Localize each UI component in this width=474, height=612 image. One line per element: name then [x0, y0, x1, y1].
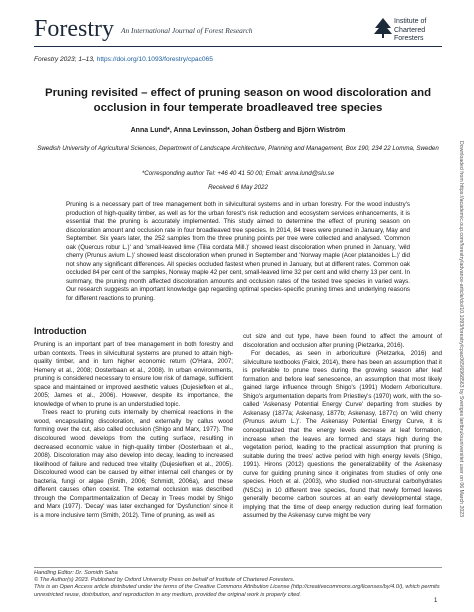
paragraph: Pruning is an important part of tree management in both forestry and urban contexts. Trees in silvicultural systems are pruned to attain high-quality timber, and in turn higher economic return (O'Hara, 2007; Hemery et al., 2008; Oosterbaan et al., 2008). In urban environments, pruning is considered necessary to ensure low risk of damage, sufficient space and maintained or improved aesthetic values (Dujesiefken et al., 2005; James et al., 2006). However, despite its importance, the knowledge of when to prune is an understudied topic. [34, 341, 233, 408]
logo-text: Institute of Chartered Foresters [394, 18, 427, 42]
paragraph: cut size and cut type, have been found to affect the amount of discoloration and occlusion after pruning (Pietzarka, 2016). [243, 333, 442, 349]
body-column-left [34, 341, 233, 520]
citation-prefix: Forestry 2023; 1–13, [34, 56, 97, 63]
author-list: Anna Lund*, Anna Levinsson, Johan Östberg and Björn Wiström [130, 127, 346, 134]
journal-header [34, 14, 442, 44]
journal-subtitle: An International Journal of Forest Research [121, 26, 253, 35]
ichartered-foresters-logo [374, 16, 444, 42]
download-note: Downloaded from https://academic.oup.com/forestry/advance-article/doi/10.1093/forestry/cpac065/6968563 by Sveriges lantbruksuniversitet user on 06 March 2023 [458, 140, 464, 517]
journal-name: Forestry [34, 16, 114, 42]
citation-line [34, 56, 213, 63]
corresponding-author: *Corresponding author Tel: +46 40 41 50 00; Email: anna.lund@slu.se [141, 170, 335, 177]
affiliation: Swedish University of Agricultural Sciences, Department of Landscape Architecture, Planning and Management, Box 190, 234 22 Lomma, Sweden [37, 145, 439, 152]
handling-editor: Handling Editor: Dr. Somidh Saha [34, 570, 118, 576]
header-rule [34, 46, 442, 47]
download-sidebar [457, 80, 465, 580]
article-title: Pruning revisited – effect of pruning season on wood discoloration and occlusion in four temperate broadleaved tree species [44, 87, 432, 114]
page-number: 1 [434, 598, 438, 604]
received-date: Received 6 May 2022 [208, 184, 268, 191]
license-notice: This is an Open Access article distributed under the terms of the Creative Commons Attribution License (http://creativecommons.org/licenses/by/4.0/), which permits unrestricted reuse, distribution, and reproduction in any medium, provided the original work is properly cited. [34, 584, 440, 598]
paragraph: For decades, as seen in arboriculture (Pietzarka, 2016) and silviculture textbooks (Falck, 2014), there has been an assumption that it is preferable to prune trees during the growing season after leaf formation and before leaf senescence, an assumption that most likely gained large influence through Shigo's (1991) Modern Arboriculture. Shigo's argumentation departs from Priestley's (1970) work, with the so-called 'Askenasy Potential Energy Curve' departing from studies by Askenasy (1877a; Askenasy, 1877b; Askenasy, 1877c) on 'wild cherry (Prunus avium L.)'. The Askenasy Potential Energy Curve, it is conceptualized that the energy levels decrease at leaf formation, increase when the leaves are formed and stays high during the vegetation period, leading to the practical assumption that pruning is suitable during the trees' active period with high energy levels (Shigo, 1991). Hirons (2012) questions the generalizability of the Askenasy curve for guiding pruning since it originates from studies of only one species. Hoch et al. (2003), who studied non-structural carbohydrates (NSCs) in 10 different tree species, found that newly formed leaves generally become carbon sources at an early developmental stage, implying that the time of deep energy reduction during leaf formation assumed by the Askenasy curve might be very [243, 350, 442, 520]
body-column-right [243, 333, 442, 521]
paragraph: Trees react to pruning cuts internally by chemical reactions in the wood, encapsulating discoloration, and externally by callus wood forming over the cut, also called occlusion (Shigo and Marx, 1977). The discoloured wood develops from the cutting surface, resulting in decreased economic value in high-quality timber (Oosterbaan et al., 2008). Discoloration may also develop into decay, leading to increased likelihood of failure and reduced tree vitality (Dujesiefken et al., 2005). Discoloured wood can be caused by either internal cell changes or by bacteria, fungi or algae (Smith, 2006; Schmidt, 2006a), and these different causes often coexist. The external occlusion was described through the Compartmentalization of Decay in Trees model by Shigo and Marx (1977). 'Decay' was later exchanged for 'Dysfunction' since it is a more inclusive term (Smith, 2012). Time of pruning, as well as [34, 409, 233, 519]
footer-rule [34, 567, 442, 568]
section-heading-introduction: Introduction [34, 326, 87, 336]
doi-link[interactable]: https://doi.org/10.1093/forestry/cpac065 [96, 56, 213, 63]
tree-logo-icon [374, 18, 392, 38]
copyright-notice: © The Author(s) 2023. Published by Oxford University Press on behalf of Institute of Chartered Foresters. [34, 577, 295, 584]
abstract-text: Pruning is a necessary part of tree management both in silvicultural systems and in urban forestry. For the wood industry's production of high-quality timber, as well as for the urban forest's risk reduction and ecosystem services enhancements, it is essential that the pruning is accurately implemented. This study aimed to determine the effect of pruning season on discoloration amount and occlusion rate in four broadleaved tree species. In 2014, 84 trees were pruned in January, May and September. Six years later, the 252 samples from the three pruning points per tree were collected and analysed. 'Common oak (Quercus robur L.)' and 'small-leaved lime (Tilia cordata Mill.)' showed least discoloration when pruned in January, 'wild cherry (Prunus avium L.)' showed least discoloration when pruned in September and 'Norway maple (Acer platanoides L.)' did not show any significant differences. All species occluded fastest when pruned in January, but at different rates. Common oak occluded 84 per cent of the samples, Norway maple 42 per cent, small-leaved lime 32 per cent and wild cherry 13 per cent. In summary, the pruning month affected discoloration amounts and occlusion rates of the tested tree species in varied ways. Our research suggests an important knowledge gap regarding optimal species-specific pruning times and underlying reasons for different reactions to pruning. [66, 201, 410, 303]
footer-notes [34, 570, 442, 599]
